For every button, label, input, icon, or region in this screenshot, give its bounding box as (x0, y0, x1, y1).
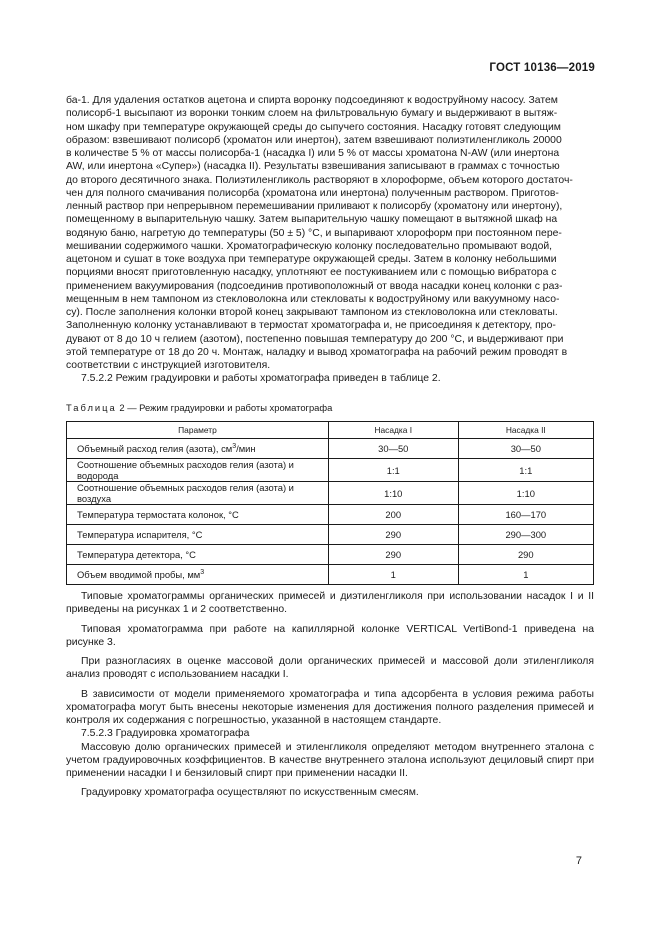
table-caption (66, 402, 332, 413)
text-line: водяную баню, нагретую до температуры (50 ± 5) °C, и выпаривают хлороформ при постоянном пере- (66, 227, 562, 239)
param-cell: Объем вводимой пробы, $мм^3$ (67, 565, 329, 585)
param-cell: Объемный расход гелия (азота), $см^3$/мин (67, 439, 329, 459)
paragraph-capillary-column: Типовая хроматограмма при работе на капиллярной колонке VERTICAL VertiBond-1 приведена на рисунке 3. (66, 623, 594, 648)
text-line: полисорб-1 высыпают из воронки тонким слоем на фильтровальную бумагу и выдерживают в вытяж- (66, 108, 558, 120)
text-line: мешивании содержимого чашки. Хроматографическую колонку последовательно промывают водой, (66, 240, 553, 252)
header-parameter: Параметр (67, 422, 329, 439)
packing-2-cell: 1 (458, 565, 593, 585)
text-line: до второго десятичного знака. Полиэтиленгликоль растворяют в хлороформе, объем которого достаточ- (66, 174, 573, 186)
packing-2-cell: 30—50 (458, 439, 593, 459)
header-packing-2: Насадка II (458, 422, 593, 439)
header-packing-1: Насадка I (328, 422, 458, 439)
text-line: чен для полного смачивания полисорба (хроматона или инертона) полученным раствором. Приготов- (66, 187, 559, 199)
text-line: порциями вносят приготовленную насадку, уплотняют ее постукиванием или с помощью вибратора с (66, 267, 557, 279)
text-line: ацетоном и сушат в токе воздуха при температуре окружающей среды. Затем в колонку небольшими (66, 254, 557, 265)
text-line: этой температуре от 18 до 20 ч. Монтаж, наладку и вывод хроматографа на рабочий режим проводят в (66, 346, 568, 358)
main-paragraph (66, 94, 594, 386)
packing-2-cell: 1:10 (458, 482, 593, 505)
paragraph-model-dependence: В зависимости от модели применяемого хроматографа и типа адсорбента в условия режима работы хроматографа могут быть внесены некоторые изменения для достижения полного разделения примесей и контроля их содержания с погрешностью, указанной в настоящем стандарте. (66, 688, 594, 726)
table-row (67, 439, 594, 459)
param-cell: Температура испарителя, °C (67, 525, 329, 545)
table-header-row (67, 422, 594, 439)
paragraph-disagreement: При разногласиях в оценке массовой доли органических примесей и массовой доли этиленгликоля анализ проводят с использованием насадки I. (66, 656, 594, 681)
text-line: ба-1. Для удаления остатков ацетона и спирта воронку подсоединяют к водоструйному насосу. Затем (66, 95, 558, 106)
packing-1-cell: 290 (328, 525, 458, 545)
text-line: AW, или инертона «Супер») (насадка II). Результаты взвешивания записывают в граммах с точностью (66, 161, 560, 173)
clause-7-5-2-3-title: 7.5.2.3 Градуировка хроматографа (81, 728, 250, 740)
text-line: су). После заполнения колонки второй конец закрывают тампоном из стекловолокна или стекловаты. (66, 307, 558, 318)
packing-2-cell: 290 (458, 545, 593, 565)
packing-2-cell: 290—300 (458, 525, 593, 545)
packing-1-cell: 1:1 (328, 459, 458, 482)
param-cell: Соотношение объемных расходов гелия (азота) и водорода (67, 459, 329, 482)
text-line: Заполненную колонку устанавливают в термостат хроматографа и, не присоединяя к детектору, про- (66, 320, 556, 332)
page-number: 7 (575, 855, 582, 867)
table-row (67, 505, 594, 525)
packing-2-cell: 1:1 (458, 459, 593, 482)
table-row (67, 565, 594, 585)
param-cell: Температура детектора, °C (67, 545, 329, 565)
paragraph-artificial-mixtures: Градуировку хроматографа осуществляют по искусственным смесям. (81, 787, 419, 799)
text-line: мещенным в нем тампоном из стекловолокна или стекловаты к водоструйному или вакуумному насо- (66, 293, 560, 305)
table-row (67, 459, 594, 482)
packing-2-cell: 160—170 (458, 505, 593, 525)
param-cell: Соотношение объемных расходов гелия (азота) и воздуха (67, 482, 329, 505)
table-row (67, 482, 594, 505)
packing-1-cell: 1 (328, 565, 458, 585)
packing-1-cell: 30—50 (328, 439, 458, 459)
text-line: ленный раствор при непрерывном перемешивании приливают к полисорбу (хроматону или инертону), (66, 201, 563, 212)
following-text (66, 590, 594, 806)
text-line: дувают от 8 до 10 ч гелием (азотом), постепенно повышая температуру до 200 °C, и выдерживают при (66, 333, 564, 345)
table-row (67, 545, 594, 565)
standard-header: ГОСТ 10136—2019 (489, 62, 595, 74)
packing-1-cell: 200 (328, 505, 458, 525)
paragraph-internal-standard: Массовую долю органических примесей и этиленгликоля определяют методом внутреннего эталона с учетом градуировочных коэффициентов. В качестве внутреннего эталона используют дециловый спирт при применении насадки I и бензиловый спирт при применении насадки II. (66, 741, 594, 779)
text-line: ном шкафу при температуре окружающей среды до сыпучего состояния. Насадку готовят следующим (66, 121, 561, 133)
paragraph-chromatograms: Типовые хроматограммы органических примесей и диэтиленгликоля при использовании насадок I и II приведены на рисунках 1 и 2 соответственно. (66, 591, 594, 616)
param-cell: Температура термостата колонок, °C (67, 505, 329, 525)
clause-7-5-2-2: 7.5.2.2 Режим градуировки и работы хроматографа приведен в таблице 2. (81, 373, 441, 385)
table-caption-text: 2 — Режим градуировки и работы хроматографа (119, 402, 333, 413)
text-line: применением вакуумирования (подсоединив противоположный от ввода насадки конец колонки с раз- (66, 280, 563, 292)
table-row (67, 525, 594, 545)
packing-1-cell: 1:10 (328, 482, 458, 505)
text-line: образом: взвешивают полисорб (хроматон или инертон), затем взвешивают полиэтиленгликоль 20000 (66, 134, 562, 146)
text-line: в количестве 5 % от массы полисорба-1 (насадка I) или 5 % от массы хроматона N-AW (или инертона (66, 148, 560, 159)
text-line: соответствии с инструкцией изготовителя. (66, 360, 271, 371)
text-line: помещенному в выпарительную чашку. Затем выпарительную чашку помещают в вытяжной шкаф на (66, 214, 558, 226)
packing-1-cell: 290 (328, 545, 458, 565)
mode-table (66, 421, 594, 585)
table-caption-word: Таблица (66, 402, 117, 413)
